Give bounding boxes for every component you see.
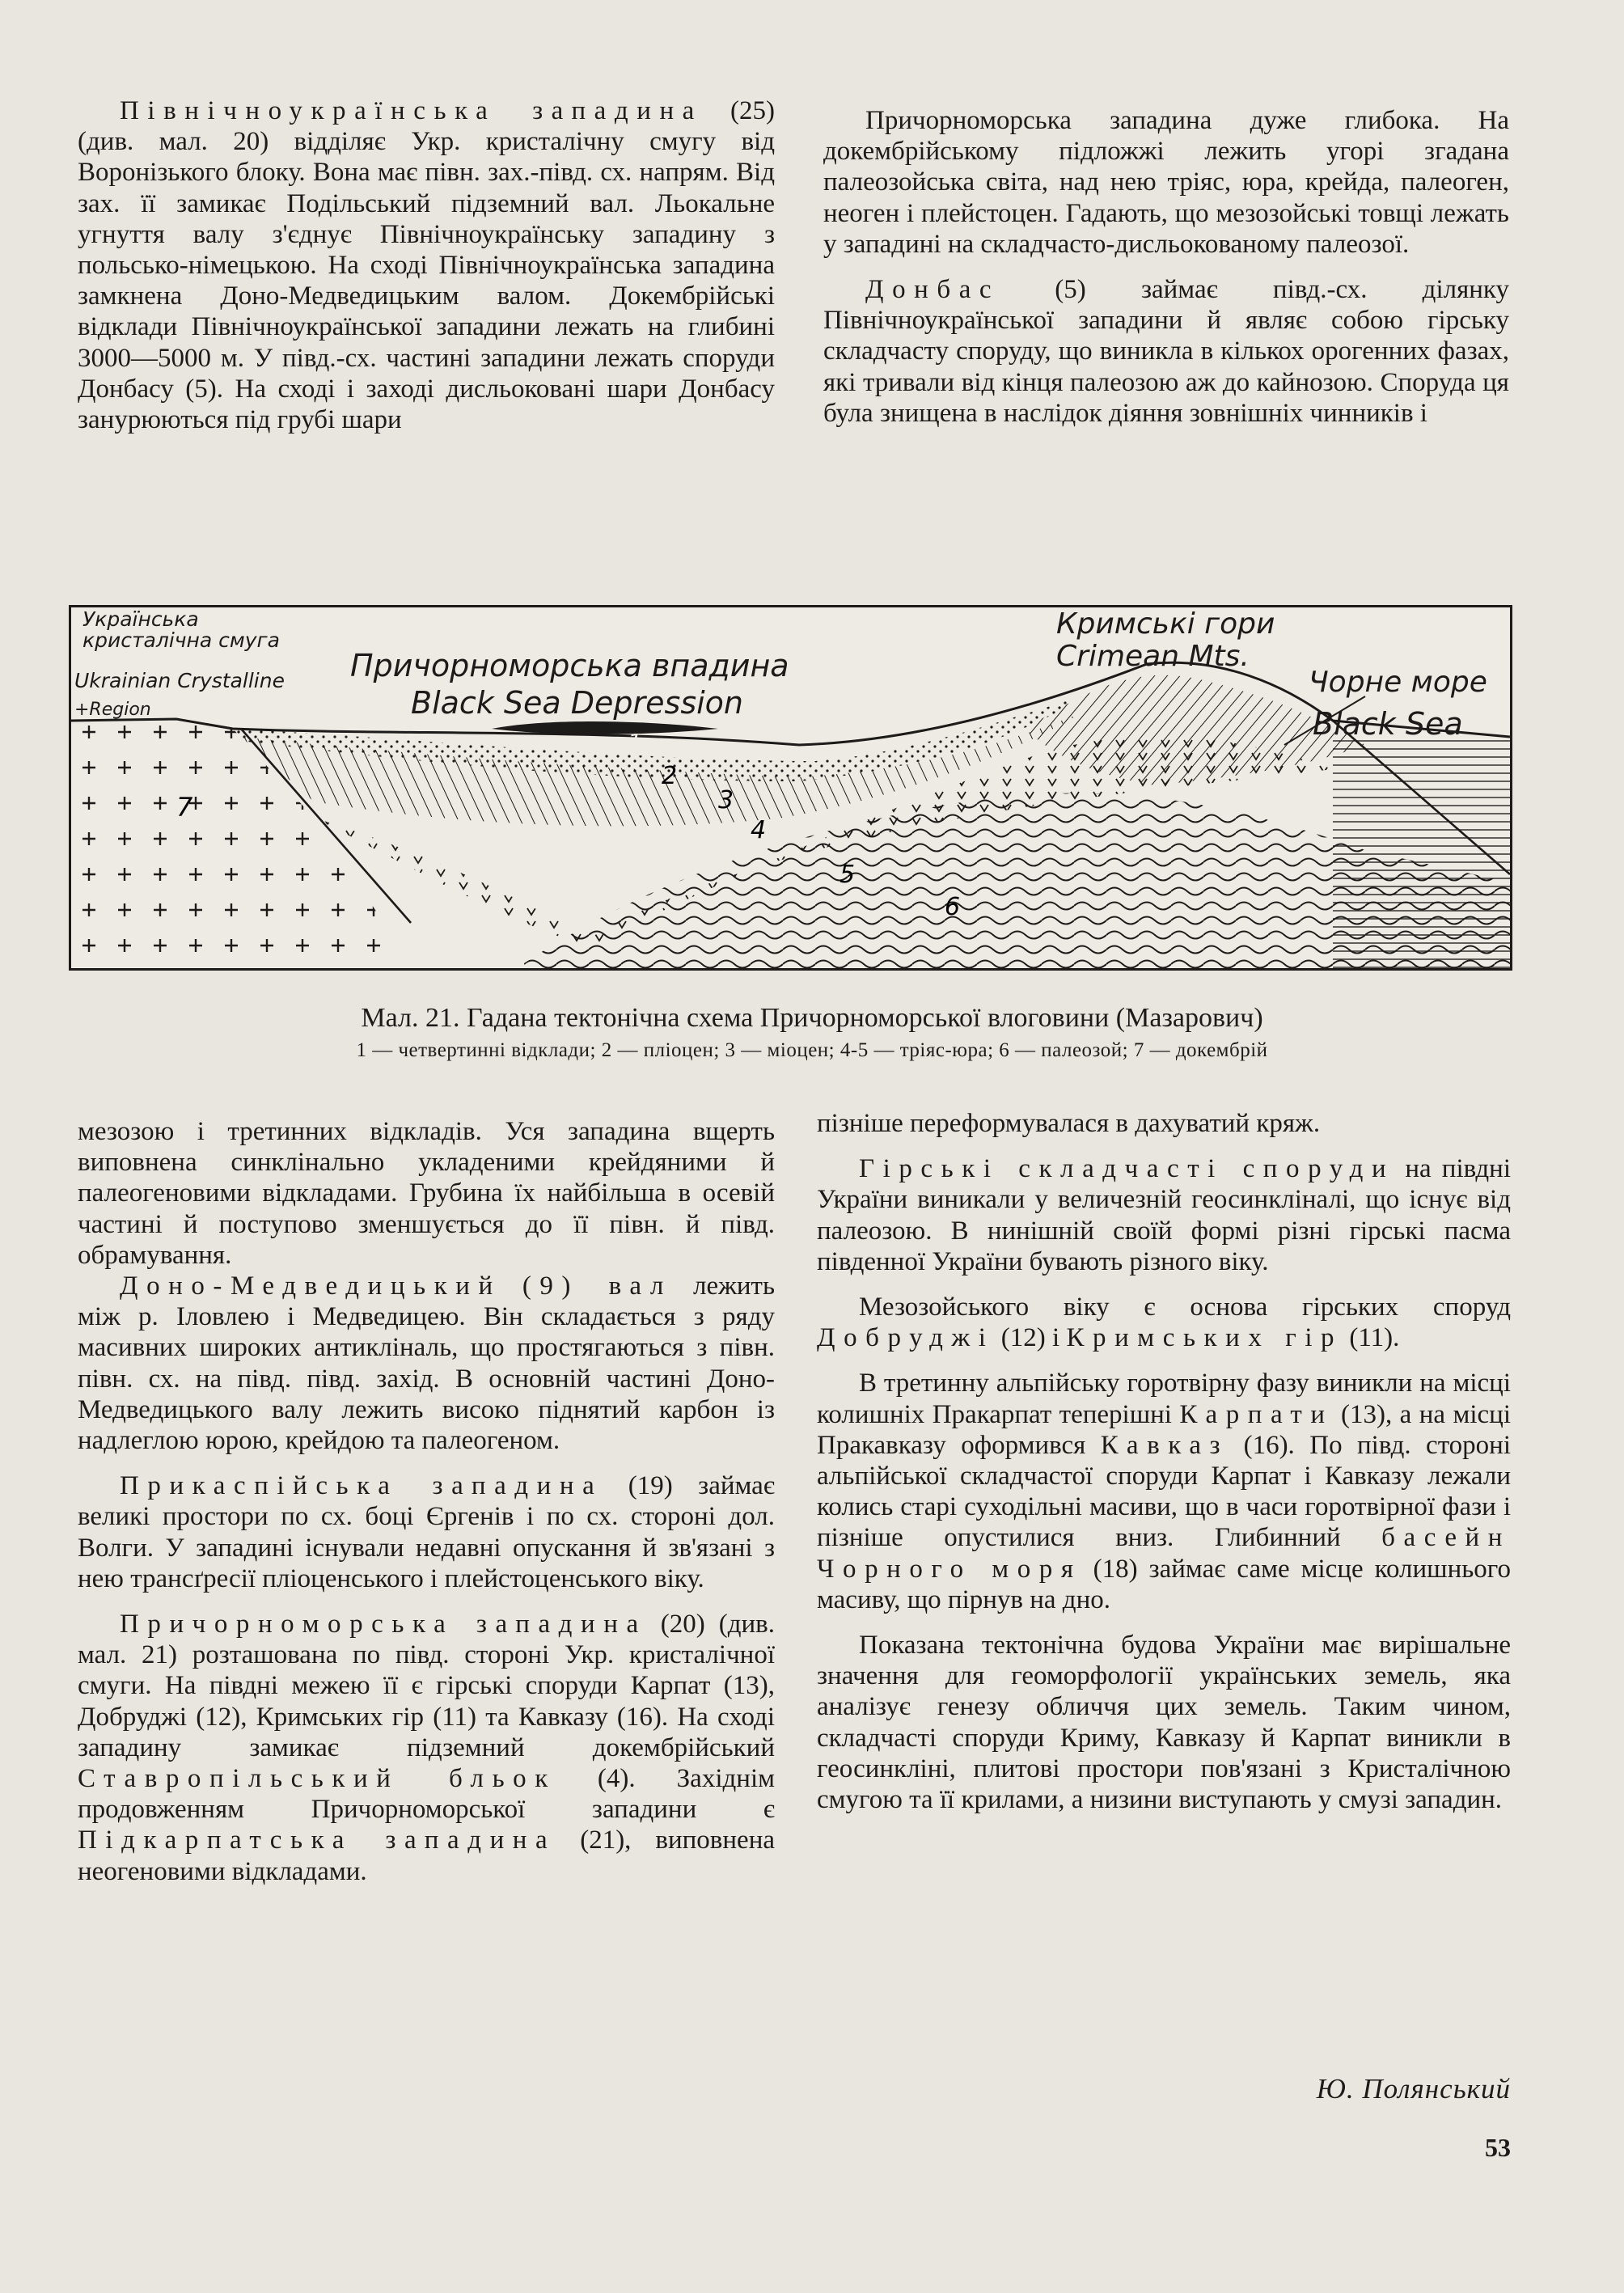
paragraph [78, 95, 775, 435]
label-mountains-ua: Кримські гори [1056, 607, 1275, 641]
layer-number: 7 [176, 792, 193, 823]
layer-number: 1 [628, 729, 642, 755]
paragraph [78, 1470, 775, 1594]
layer-number: 6 [945, 893, 961, 921]
term: Північноукраїнська западина [120, 96, 703, 125]
paragraph-text: (18) займає саме місце колишнього масиву, що пірнув на дно. [817, 1554, 1512, 1614]
label-depression-en: Black Sea Depression [411, 685, 744, 721]
layer-number: 3 [718, 786, 734, 814]
term: Гірські складчасті споруди [859, 1154, 1395, 1184]
cross-section-drawing [71, 607, 1510, 968]
label-mountains-en: Crimean Mts. [1056, 640, 1250, 673]
paragraph [823, 274, 1509, 429]
term: басейн Чорного моря [817, 1523, 1511, 1584]
tectonic-diagram [69, 605, 1512, 971]
layer-number: 4 [751, 816, 767, 844]
term: Ставропільський бльок [78, 1764, 556, 1794]
paragraph-text: на півдні України виникали у величезній геосинкліналі, що існує від палеозою. В нинішній своїй формі різні гірські пасма південної України бувають різного віку. [817, 1154, 1511, 1276]
paragraph-text: (12) і [994, 1323, 1067, 1353]
term: Донбас [865, 275, 1000, 305]
term: Кримських гір [1066, 1323, 1343, 1353]
figure-legend: 1 — четвертинні відклади; 2 — пліоцен; 3 — міоцен; 4-5 — тріяс-юра; 6 — палеозой; 7 — докембрій [356, 1039, 1268, 1061]
term: Кавказ [1100, 1430, 1229, 1460]
paragraph-text: (16). По півд. стороні альпійської складчастої споруди Карпат і Кавказу лежали колись старі суходільні масиви, що в часи горотвірної фази і пізніше опустилися вниз. Глибинний [817, 1430, 1512, 1553]
paragraph: пізніше переформувалася в дахуватий кряж. [817, 1109, 1321, 1138]
paragraph-text: Мезозойського віку є основа гірських споруд [859, 1292, 1511, 1322]
label-ukrainian-en-2: +Region [74, 700, 151, 720]
term: Підкарпатська западина [78, 1826, 556, 1855]
layer-number: 2 [662, 762, 678, 790]
label-ukrainian-ua-1: Українська [82, 607, 199, 631]
paragraph [817, 1153, 1511, 1277]
layer-quaternary [492, 721, 718, 734]
page-number: 53 [1485, 2133, 1511, 2162]
term: Прикаспійська западина [120, 1471, 603, 1501]
paragraph-text: (25) (див. мал. 20) відділяє Укр. кристалічну смугу від Воронізького блоку. Вона має півн. зах.-півд. сх. напрям. Від зах. її замикає Подільський підземний вал. Льокальне угнуття валу з'єднує Північноукраїнську западину з польсько-німецькою. На сході Північноукраїнська западина замкнена Доно-Медведицьким валом. Докембрійські відклади Північноукраїнської западини лежать на глибині 3000—5000 м. У півд.-сх. частині западини лежать споруди Донбасу (5). На сході і заході дисльоковані шари Донбасу занурюються під грубі шари [78, 96, 775, 435]
text-column-top-left [78, 95, 775, 435]
paragraph [78, 1609, 775, 1887]
term: Причорноморська западина [120, 1610, 647, 1639]
paragraph: Показана тектонічна будова України має вирішальне значення для геоморфології українських земель, яка аналізує генезу обличчя цих земель. Таким чином, складчасті споруди Криму, Кавказу й Карпат виникли в геосинкліні, плитові простори пов'язані з Кристалічною смугою та її крилами, а низини виступають у смузі западин. [817, 1631, 1511, 1815]
label-sea-ua: Чорне море [1309, 666, 1487, 699]
paragraph-text: (4). Західнім продовженням Причорноморської западини є [78, 1764, 775, 1825]
figure-caption: Мал. 21. Гадана тектонічна схема Причорноморської влоговини (Мазарович) [361, 1003, 1263, 1033]
paragraph-text: (20) (див. мал. 21) розташована по півд. стороні Укр. кристалічної смуги. На півдні межею її є гірські споруди Карпат (13), Добруджі (12), Кримських гір (11) та Кавказу (16). На сході западину замикає підземний докембрійський [78, 1610, 775, 1762]
paragraph-text: (5) займає півд.-сх. ділянку Північноукраїнської западини й являє собою гірську складчасту споруду, що виникла в кількох орогенних фазах, які тривали від кінця палеозою аж до кайнозою. Споруда ця була знищена в наслідок діяння зовнішніх чинників і [823, 275, 1509, 428]
paragraph-text: (21), виповнена неогеновими відкладами. [78, 1826, 775, 1886]
paragraph-text: (11). [1343, 1323, 1400, 1353]
text-column-bottom-right [817, 1108, 1511, 1815]
label-ukrainian-en-1: Ukrainian Crystalline [74, 669, 285, 692]
paragraph [817, 1292, 1511, 1353]
paragraph [78, 1271, 775, 1456]
term: Добруджі [817, 1323, 995, 1353]
paragraph: мезозою і третинних відкладів. Уся западина вщерть виповнена синклінально укладеними крейдяними й палеогеновими відкладами. Грубина їх найбільша в осевій частині й поступово зменшується до її півн. й півд. обрамування. [78, 1117, 775, 1270]
paragraph-text: (19) займає великі простори по сх. боці Єргенів і по сх. стороні дол. Волги. У западині існували недавні опускання й зв'язані з нею трансґресії пліоценського і плейстоценського віку. [78, 1471, 775, 1593]
paragraph: Причорноморська западина дуже глибока. На докембрійському підложжі лежить угорі згадана палеозойська світа, над нею тріяс, юра, крейда, палеоген, неоген і плейстоцен. Гадають, що мезозойські товщі лежать у западині на складчасто-дисльокованому палеозої. [823, 106, 1509, 259]
paragraph [817, 1368, 1511, 1615]
author-signature: Ю. Полянський [1316, 2073, 1511, 2105]
term: (9) вал [522, 1271, 672, 1301]
term: Карпати [1179, 1399, 1334, 1429]
text-column-bottom-left [78, 1116, 775, 1887]
text-column-top-right [823, 105, 1509, 429]
paragraph-text: лежить між р. Іловлею і Медведицею. Він складається з ряду масивних широких антикліналь, що простягаються з півн. півн. сх. на півд. півд. захід. В основній частині Доно-Медведицького валу лежить високо піднятий карбон із надлеглою юрою, крейдою та палеогеном. [78, 1271, 776, 1456]
paragraph-text: (13), а на місці Пракавказу оформився [817, 1399, 1511, 1460]
label-sea-en: Black Sea [1313, 706, 1463, 742]
label-ukrainian-ua-2: кристалічна смуга [82, 628, 281, 652]
layer-number: 5 [839, 861, 856, 889]
paragraph-text: В третинну альпійську горотвірну фазу виникли на місці колишніх Пракарпат теперішні [817, 1369, 1511, 1429]
label-depression-ua: Причорноморська впадина [350, 648, 789, 683]
term: Доно-Медведицький [120, 1271, 501, 1301]
